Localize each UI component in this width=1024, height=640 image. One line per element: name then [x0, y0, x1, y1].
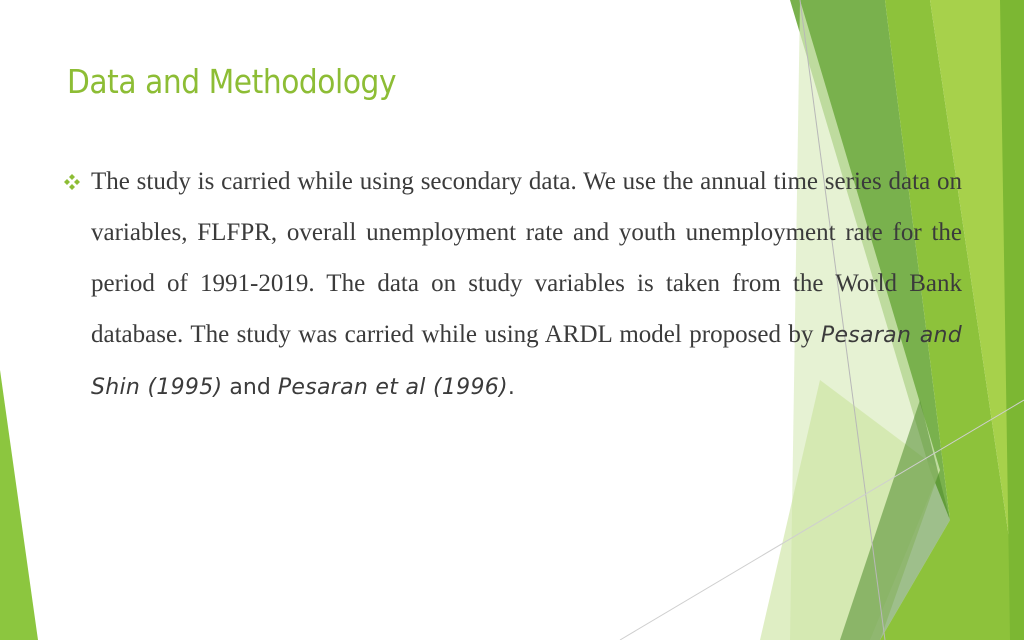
body-end-period: .: [507, 375, 515, 400]
left-edge-stripe: [0, 370, 38, 640]
slide-title: Data and Methodology: [67, 62, 397, 101]
body-text-main: The study is carried while using secondary data. We use the annual time series data on variables, FLFPR, overall unemployment rate and youth unemployment rate for the period of 1991-2019. The data on study variables is taken from the World Bank database. The study was carried while using ARDL model proposed by: [91, 168, 962, 348]
body-paragraph: [91, 156, 962, 413]
citation-conjunction: and: [222, 375, 278, 400]
citation-pesaran-et-al: Pesaran et al (1996): [277, 375, 508, 400]
diamond-cluster-bullet-icon: [62, 172, 82, 192]
citation-pesaran-shin: Pesaran and Shin (1995): [91, 323, 962, 400]
